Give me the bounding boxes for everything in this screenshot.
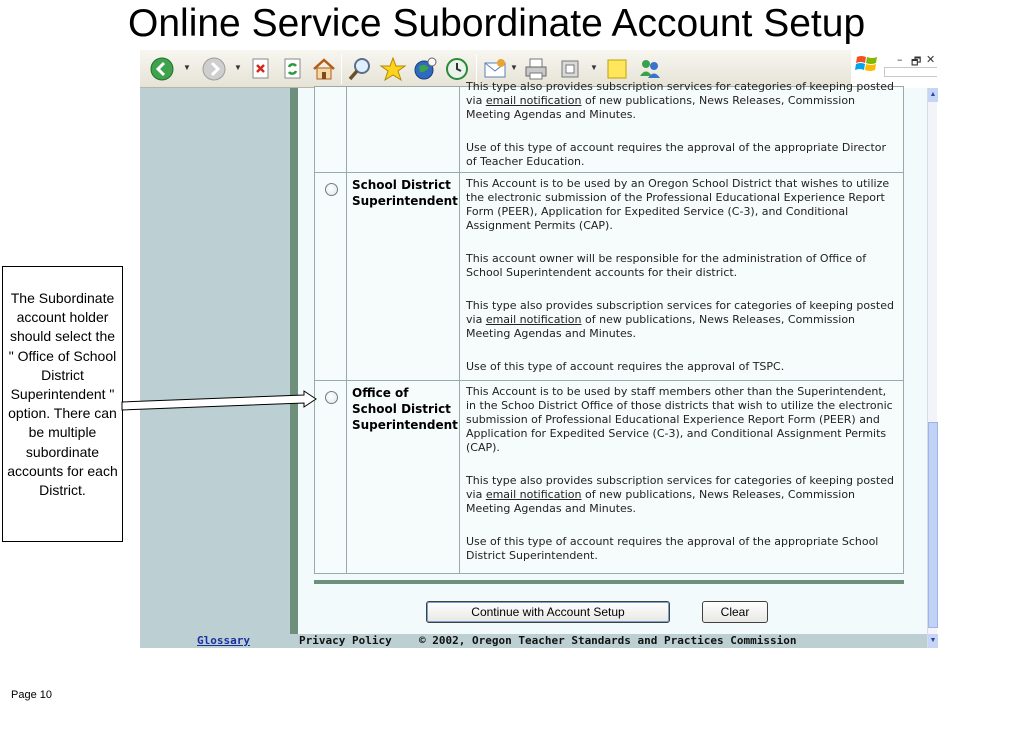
search-icon[interactable] xyxy=(346,55,374,83)
back-dropdown-icon[interactable]: ▼ xyxy=(183,63,191,72)
glossary-link[interactable]: Glossary xyxy=(197,634,250,647)
green-divider xyxy=(290,88,298,634)
privacy-policy-link[interactable]: Privacy Policy xyxy=(299,634,392,647)
school-district-superintendent-radio[interactable] xyxy=(325,183,338,196)
account-option-description: This type also provides subscription services for categories of keeping posted via email notification of new publications, News Releases, Commission Meeting Agendas and Minutes. Use of this type of account requires the approval of the appropriate Director of Teacher Education. xyxy=(466,80,894,168)
favorites-icon[interactable] xyxy=(379,55,407,83)
copyright-text: © 2002, Oregon Teacher Standards and Practices Commission xyxy=(419,634,797,647)
home-icon[interactable] xyxy=(310,55,338,83)
email-notification-link[interactable]: email notification xyxy=(485,313,582,326)
back-icon[interactable] xyxy=(148,55,176,83)
continue-account-setup-button[interactable]: Continue with Account Setup xyxy=(426,601,670,623)
slide-title: Online Service Subordinate Account Setup xyxy=(128,2,866,45)
content-area xyxy=(298,80,927,634)
restore-icon[interactable]: 🗗 xyxy=(911,55,922,68)
account-option-description: This Account is to be used by an Oregon School District that wishes to utilize the electronic submission of the Professional Educational Experience Report Form (PEER), Application for Expedited Service (C-3), and Conditional Assignment Permits (CAP). This account owner will be responsible for the administration of Office of School Superintendent accounts for their district. This type also provides subscription services for categories of keeping posted via email notification of new publications, News Releases, Commission Meeting Agendas and Minutes. Use of this type of account requires the approval of TSPC. xyxy=(466,177,894,373)
account-option-description: This Account is to be used by staff members other than the Superintendent, in the Schoo District Office of those districts that wish to utilize the electronic submission of Professional Educational Experience Report Form (PEER) and Application for Expedited Service (C-3), and Conditional Assignment Permits (CAP). This type also provides subscription services for categories of keeping posted via email notification of new publications, News Releases, Commission Meeting Agendas and Minutes. Use of this type of account requires the approval of the appropriate School District Superintendent. xyxy=(466,385,894,562)
refresh-icon[interactable] xyxy=(279,55,307,83)
account-option-row xyxy=(315,380,903,573)
account-option-row xyxy=(315,172,903,380)
table-bottom-bar xyxy=(314,580,904,584)
browser-viewport xyxy=(140,80,927,634)
left-rail xyxy=(140,88,290,634)
clear-button[interactable]: Clear xyxy=(702,601,768,623)
forward-icon[interactable] xyxy=(200,55,228,83)
stop-icon[interactable] xyxy=(247,55,275,83)
email-notification-link[interactable]: email notification xyxy=(485,488,582,501)
media-icon[interactable] xyxy=(411,55,439,83)
callout-arrow-icon xyxy=(122,388,322,418)
scroll-down-icon[interactable]: ▼ xyxy=(928,634,938,648)
scroll-up-icon[interactable]: ▲ xyxy=(928,88,938,102)
email-notification-link[interactable]: email notification xyxy=(485,94,582,107)
page-footer xyxy=(140,634,927,648)
account-option-name: Office of School District Superintendent xyxy=(347,381,460,573)
windows-logo-icon xyxy=(855,53,879,75)
account-type-table xyxy=(314,80,904,574)
edit-dropdown-icon[interactable]: ▼ xyxy=(590,63,598,72)
office-of-school-district-superintendent-radio[interactable] xyxy=(325,391,338,404)
account-option-name: School District Superintendent xyxy=(347,173,460,380)
account-option-row xyxy=(315,80,903,172)
page-number: Page 10 xyxy=(11,689,52,701)
scroll-thumb[interactable] xyxy=(928,422,938,628)
mail-dropdown-icon[interactable]: ▼ xyxy=(510,63,518,72)
forward-dropdown-icon[interactable]: ▼ xyxy=(234,63,242,72)
callout-box: The Subordinate account holder should select the " Office of School District Superintendent " option. There can be multiple subordinate accounts for each District. xyxy=(2,266,123,542)
minimize-icon[interactable]: – xyxy=(897,53,903,66)
vertical-scrollbar[interactable] xyxy=(927,88,937,648)
account-option-name xyxy=(347,86,460,172)
close-icon[interactable]: ✕ xyxy=(926,53,936,66)
